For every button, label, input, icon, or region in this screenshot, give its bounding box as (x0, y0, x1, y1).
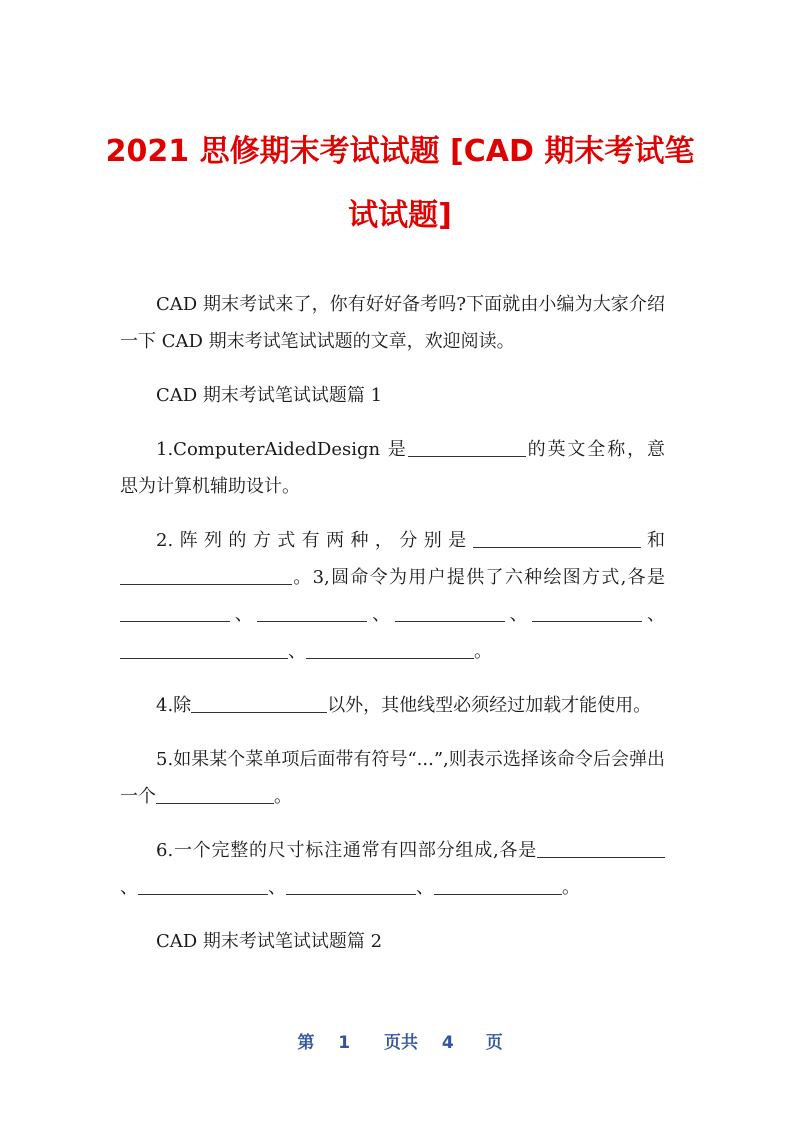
question-2-text-a: 2.阵列的方式有两种，分别是 (156, 530, 473, 551)
question-5-text-b: 。 (274, 786, 292, 807)
answer-blank (306, 640, 474, 659)
question-2 (120, 522, 665, 670)
question-1-text-a: 1.ComputerAidedDesign 是 (156, 439, 408, 460)
document-title (100, 120, 700, 248)
footer-page-number: 1 (338, 1033, 351, 1053)
title-line-1: 2021 思修期末考试试题 [CAD 期末考试笔 (105, 134, 695, 169)
answer-blank (532, 603, 642, 622)
question-5-text-a: 5.如果某个菜单项后面带有符号“...”,则表示选择该命令后会弹出一个 (120, 749, 665, 807)
document-body (120, 286, 665, 960)
separator: 、 (230, 604, 258, 625)
answer-blank (395, 603, 505, 622)
footer-prefix: 第 (297, 1033, 315, 1053)
answer-blank (120, 640, 288, 659)
answer-blank (191, 694, 327, 713)
question-4-text-b: 以外，其他线型必须经过加载才能使用。 (327, 695, 652, 716)
question-6-text-a: 6.一个完整的尺寸标注通常有四部分组成,各是 (156, 840, 537, 861)
question-4 (120, 687, 665, 724)
question-2-text-c: 。3,圆命令为用户提供了六种绘图方式,各是 (292, 567, 665, 588)
separator: 、 (416, 877, 434, 898)
section-1-heading: CAD 期末考试笔试试题篇 1 (156, 385, 383, 406)
separator: 、 (268, 877, 286, 898)
answer-blank (408, 438, 526, 457)
separator: 、 (504, 604, 533, 625)
separator: 、 (642, 604, 666, 625)
section-2-heading: CAD 期末考试笔试试题篇 2 (156, 931, 383, 952)
answer-blank (120, 603, 230, 622)
question-5 (120, 741, 665, 815)
footer-middle: 页共 (384, 1033, 418, 1053)
answer-blank (138, 876, 268, 895)
answer-blank (120, 566, 292, 585)
question-2-end: 。 (474, 641, 492, 662)
answer-blank (257, 603, 367, 622)
separator: 、 (288, 641, 306, 662)
question-6 (120, 832, 665, 906)
question-4-text-a: 4.除 (156, 695, 192, 716)
footer-suffix: 页 (485, 1033, 503, 1053)
separator: 、 (367, 604, 395, 625)
question-1-text-b: 的英文全称，意思为计算机辅助设计。 (120, 439, 666, 497)
question-6-end: 。 (562, 877, 580, 898)
title-line-2: 试试题] (348, 198, 452, 233)
answer-blank (156, 785, 274, 804)
footer-total-pages: 4 (441, 1033, 454, 1053)
answer-blank (473, 529, 641, 548)
answer-blank (286, 876, 416, 895)
question-2-text-b: 和 (640, 530, 665, 551)
answer-blank (537, 839, 665, 858)
question-1 (120, 431, 665, 505)
page-footer (0, 1028, 800, 1053)
answer-blank (434, 876, 562, 895)
separator: 、 (120, 877, 138, 898)
intro-paragraph: CAD 期末考试来了，你有好好备考吗?下面就由小编为大家介绍一下 CAD 期末考试笔试试题的文章，欢迎阅读。 (120, 294, 665, 352)
